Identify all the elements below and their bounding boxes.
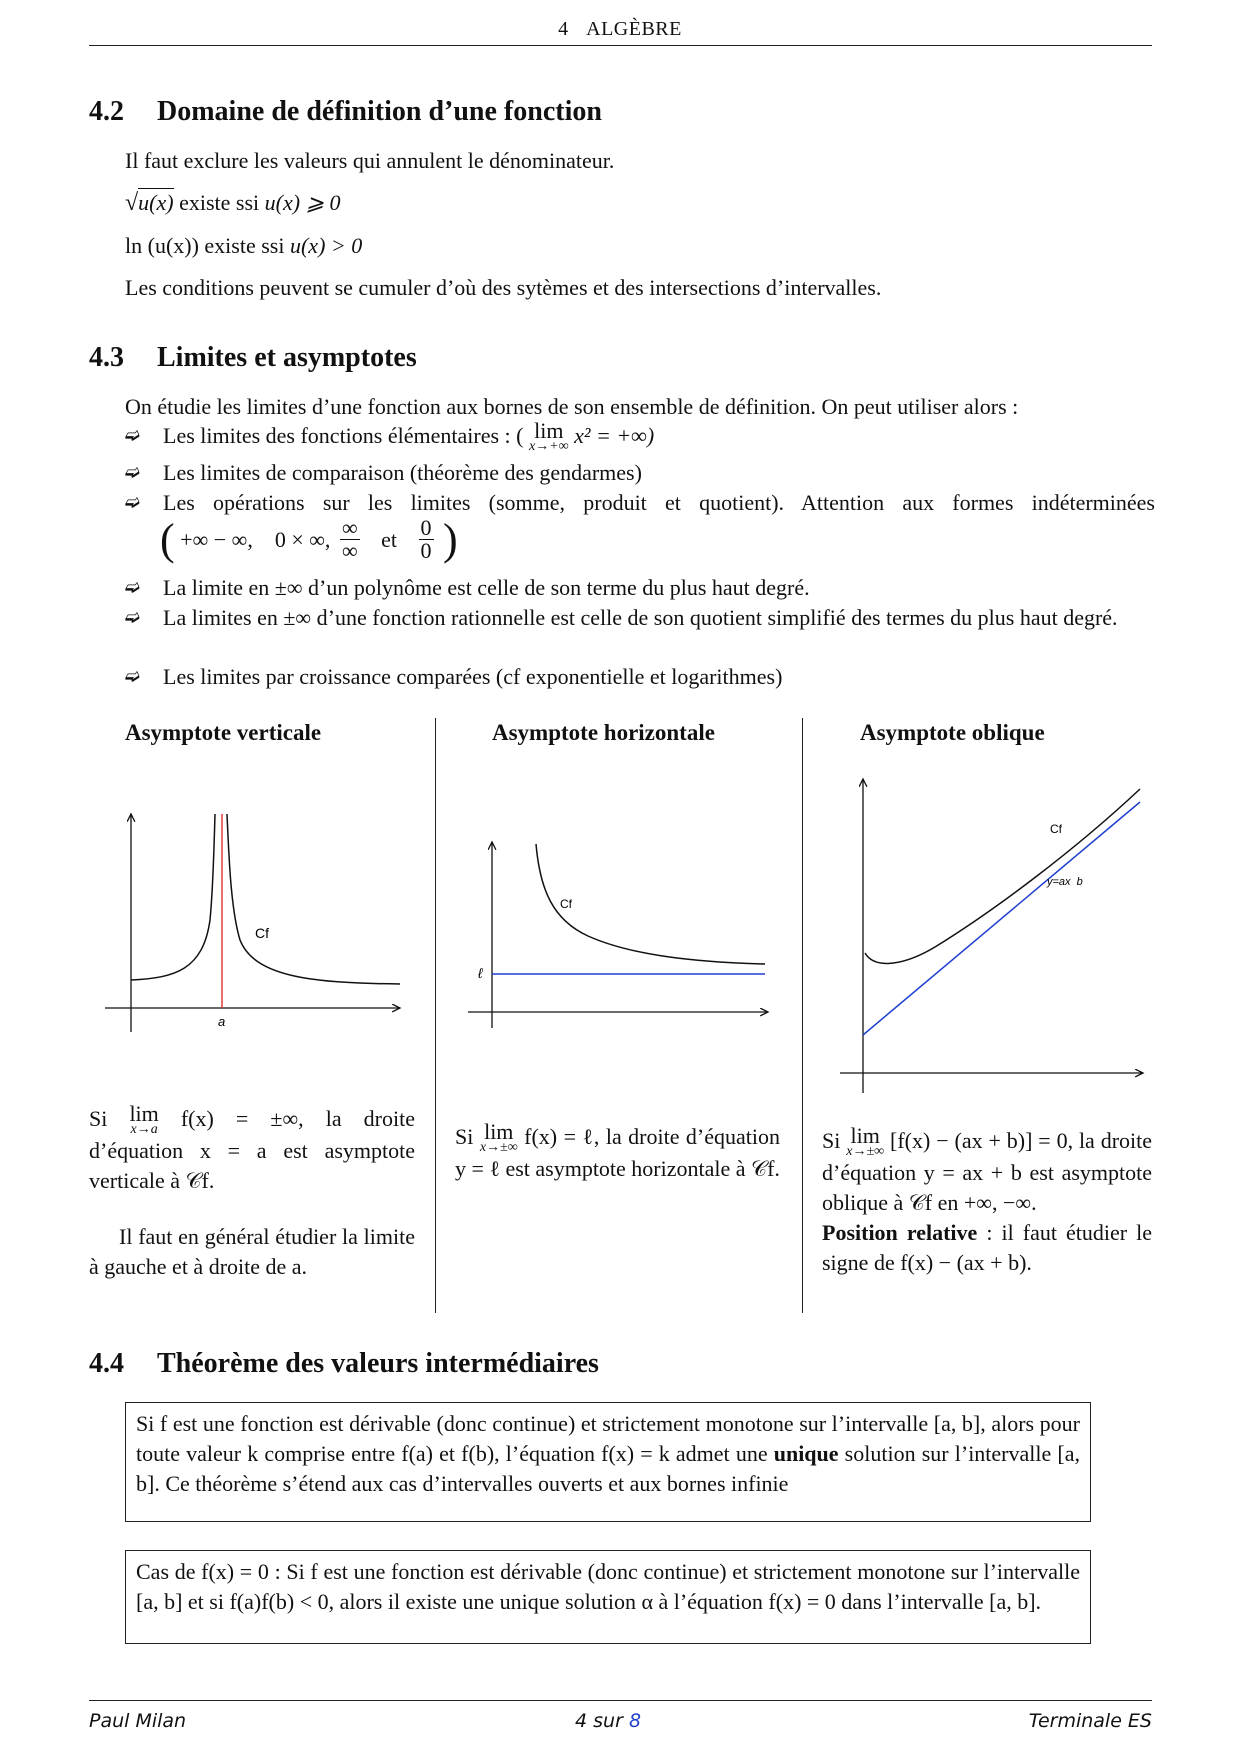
running-header <box>0 18 1240 41</box>
column-divider-1 <box>435 718 436 1313</box>
oblique-asymptote-title: Asymptote oblique <box>860 720 1045 745</box>
s43-intro: On étudie les limites d’une fonction aux bornes de son ensemble de définition. On peut utiliser alors : <box>125 394 1019 419</box>
footer-page: 4 sur 8 <box>575 1710 642 1732</box>
curve-right-branch <box>227 814 400 984</box>
chapter-title: ALGÈBRE <box>586 18 682 40</box>
vertical-asymptote-note: Il faut en général étudier la limite à gauche et à droite de a. <box>89 1224 415 1279</box>
curve-label-cf: Cf <box>560 897 572 911</box>
curve <box>865 789 1140 963</box>
horizontal-asymptote-title: Asymptote horizontale <box>492 720 715 745</box>
footer-author: Paul Milan <box>89 1710 187 1732</box>
section-4-3-heading: 4.3 Limites et asymptotes <box>89 342 417 373</box>
value-label-l: ℓ <box>478 965 483 981</box>
vertical-asymptote-title: Asymptote verticale <box>125 720 322 745</box>
bullet-3: ➫ Les opérations sur les limites (somme, produit et quotient). Attention aux formes indéterminées <box>125 490 1155 515</box>
curve-left-branch <box>131 814 215 980</box>
sqrt-arg: u(x) <box>138 190 174 215</box>
line-label: y=ax b <box>1047 876 1083 888</box>
s42-ln-line: ln (u(x)) existe ssi u(x) > 0 <box>125 233 363 258</box>
curve-label-cf: Cf <box>255 925 269 941</box>
point-label-a: a <box>218 1014 226 1029</box>
s42-p1: Il faut exclure les valeurs qui annulent le dénominateur. <box>125 148 615 173</box>
vertical-asymptote-text: Si lim x→a f(x) = ±∞, la droite d’équation x = a est asymptote verticale à 𝒞f. <box>89 1101 415 1193</box>
arrow-bullet-icon: ➫ <box>125 666 141 687</box>
oblique-asymptote-text: Si lim x→±∞ [f(x) − (ax + b)] = 0, la droite d’équation y = ax + b est asymptote oblique à 𝒞f en +∞, −∞. Position relative : il faut étudier le signe de f(x) − (ax + b). <box>822 1123 1153 1275</box>
arrow-bullet-icon: ➫ <box>125 577 141 598</box>
limit-notation: lim x→+∞ <box>528 418 569 454</box>
header-rule <box>89 45 1152 46</box>
indeterminate-forms: ( +∞ − ∞, 0 × ∞, $\frac{\infty}{\infty}$ et $\frac{0}{0}$ ) <box>160 514 458 564</box>
horizontal-asymptote-graph <box>468 830 778 1030</box>
section-4-2-heading: 4.2 Domaine de définition d’une fonction <box>89 96 602 127</box>
bullet-5: ➫ La limites en ±∞ d’une fonction rationnelle est celle de son quotient simplifié des termes du plus haut degré. <box>125 605 1118 630</box>
vertical-asymptote-graph <box>95 800 415 1040</box>
bullet-4: ➫ La limite en ±∞ d’un polynôme est celle de son terme du plus haut degré. <box>125 575 810 600</box>
section-4-4-heading: 4.4 Théorème des valeurs intermédiaires <box>89 1348 599 1379</box>
column-divider-2 <box>802 718 803 1313</box>
bullet-1: ➫ Les limites des fonctions élémentaires : ( lim x→+∞ x² = +∞) <box>125 418 655 454</box>
curve-label-cf: Cf <box>1050 822 1062 836</box>
arrow-bullet-icon: ➫ <box>125 462 141 483</box>
footer-class: Terminale ES <box>1028 1710 1152 1732</box>
ivt-theorem-box: Si f est une fonction est dérivable (donc continue) et strictement monotone sur l’intervalle [a, b], alors pour toute valeur k comprise entre f(a) et f(b), l’équation f(x) = k admet une unique solution sur l’intervalle [a, b]. Ce théorème s’étend aux cas d’intervalles ouverts et aux bornes infinie <box>125 1402 1091 1522</box>
horizontal-asymptote-text: Si lim x→±∞ f(x) = ℓ, la droite d’équation y = ℓ est asymptote horizontale à 𝒞f. <box>455 1119 781 1181</box>
oblique-asymptote-line <box>863 802 1140 1035</box>
page-total-link[interactable]: 8 <box>628 1710 642 1732</box>
s42-p4: Les conditions peuvent se cumuler d’où des sytèmes et des intersections d’intervalles. <box>125 275 882 300</box>
arrow-bullet-icon: ➫ <box>125 492 141 513</box>
arrow-bullet-icon: ➫ <box>125 425 141 446</box>
bullet-6: ➫ Les limites par croissance comparées (cf exponentielle et logarithmes) <box>125 664 783 689</box>
sqrt-symbol: √ <box>125 190 139 216</box>
footer-rule <box>89 1700 1152 1701</box>
s42-sqrt-line: √u(x) existe ssi u(x) ⩾ 0 <box>125 190 341 216</box>
chapter-number: 4 <box>558 18 569 40</box>
oblique-asymptote-graph <box>835 775 1150 1105</box>
arrow-bullet-icon: ➫ <box>125 607 141 628</box>
bullet-2: ➫ Les limites de comparaison (théorème des gendarmes) <box>125 460 642 485</box>
ivt-zero-case-box: Cas de f(x) = 0 : Si f est une fonction est dérivable (donc continue) et strictement monotone sur l’intervalle [a, b] et si f(a)f(b) < 0, alors il existe une unique solution α à l’équation f(x) = 0 dans l’intervalle [a, b]. <box>125 1550 1091 1644</box>
